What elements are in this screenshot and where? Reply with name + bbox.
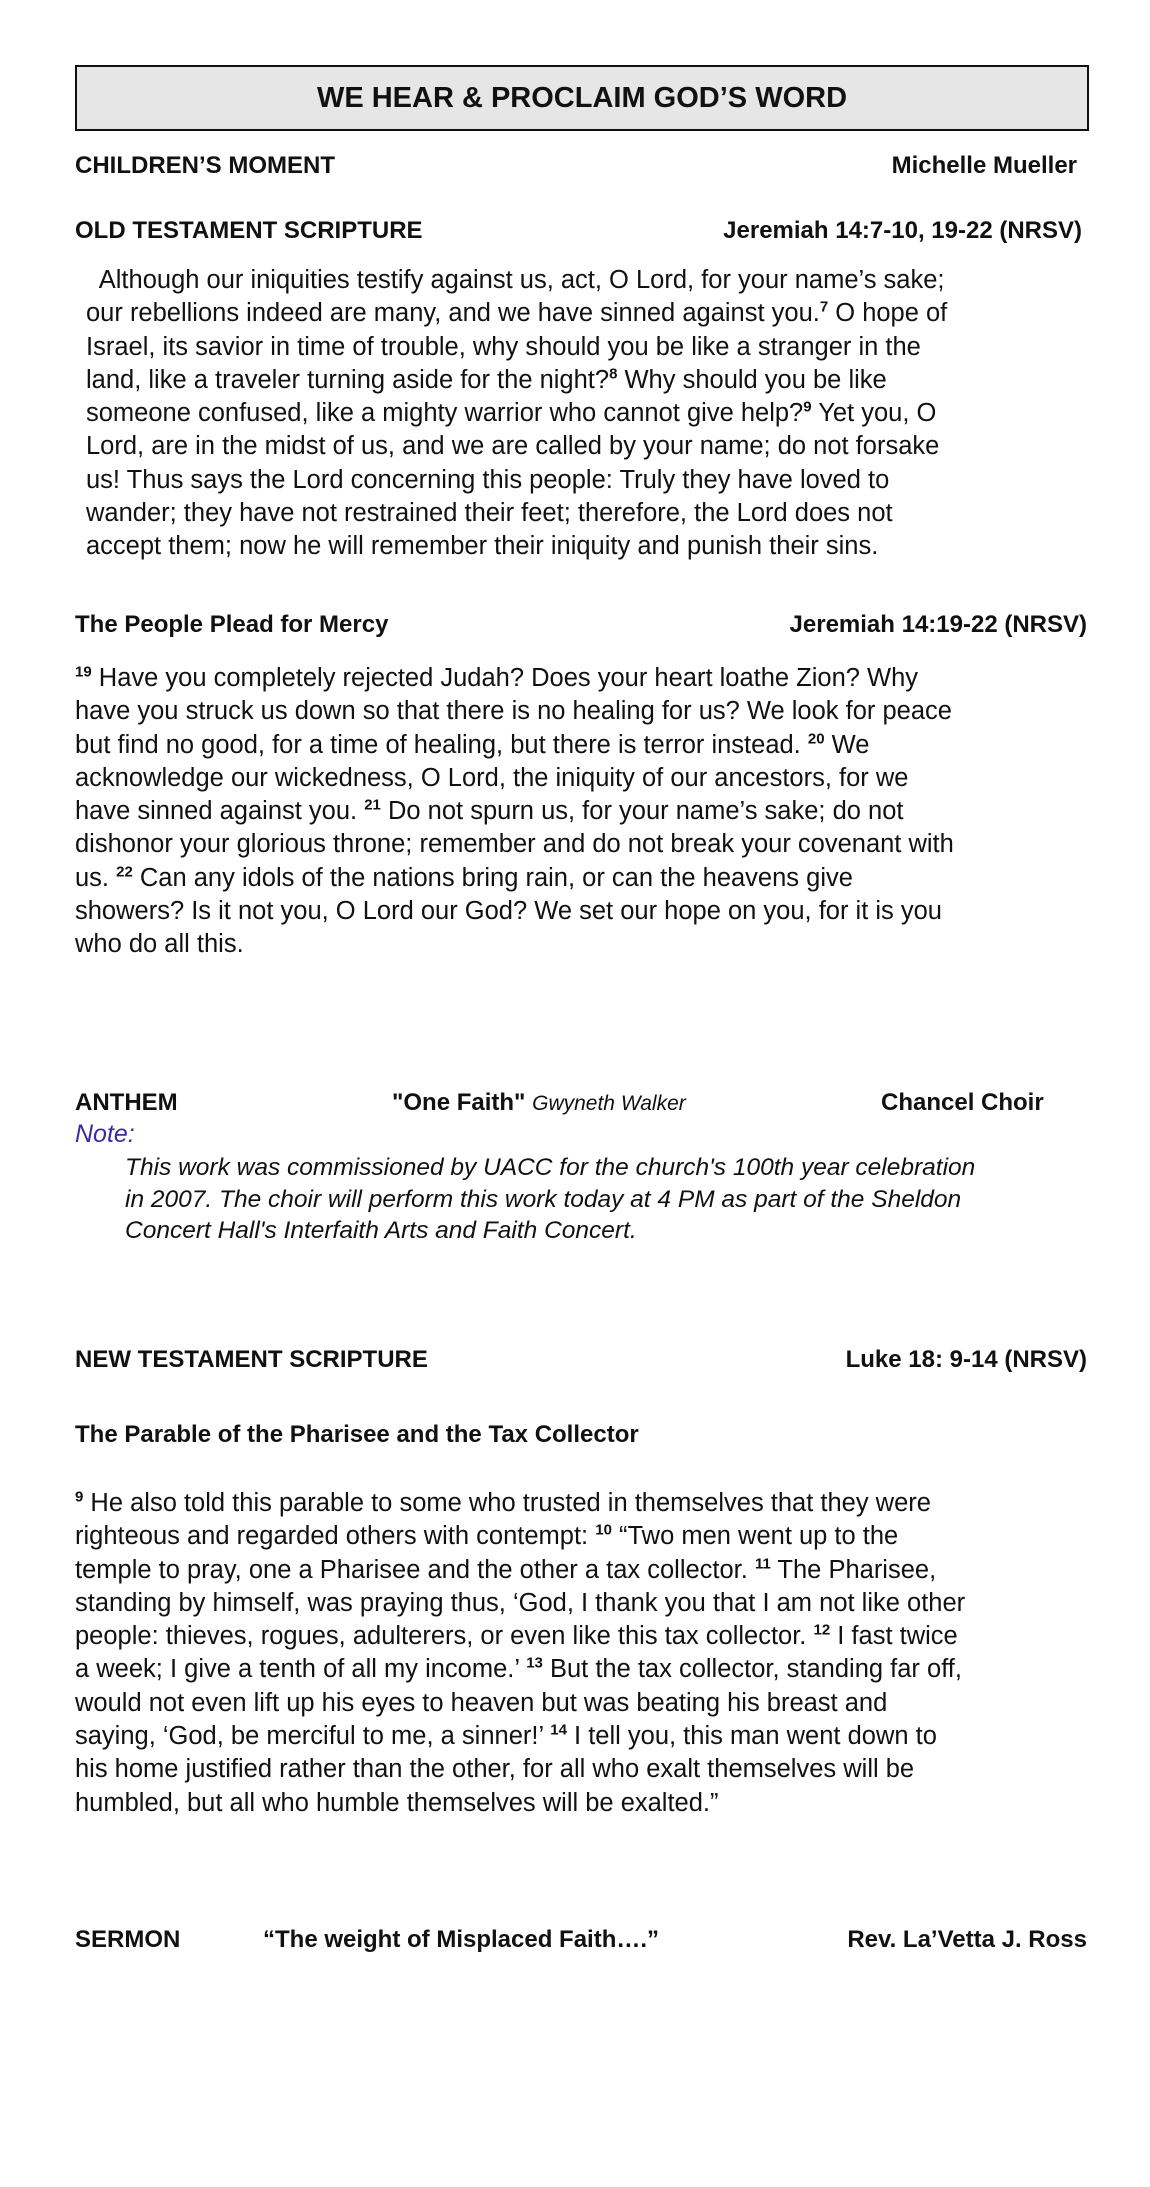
verse-number: 12 (813, 1621, 831, 1639)
verse-text: “Two men went up to the (611, 1522, 899, 1551)
sermon-preacher: Rev. La’Vetta J. Ross (847, 1926, 1087, 1953)
new-testament-reference: Luke 18: 9-14 (NRSV) (845, 1346, 1087, 1373)
verse-number: 20 (807, 730, 825, 748)
verse-text: us. (75, 863, 117, 892)
verse-number: 11 (754, 1555, 771, 1573)
verse-text: humbled, but all who humble themselves will be exalted.” (75, 1788, 719, 1817)
sermon-label: SERMON (75, 1926, 181, 1953)
text-line (75, 729, 954, 762)
verse-text: Israel, its savior in time of trouble, why should you be like a stranger in the (86, 332, 921, 361)
sermon-title: “The weight of Misplaced Faith….” (263, 1926, 660, 1953)
anthem-title-line (392, 1089, 686, 1118)
text-line (75, 1653, 965, 1686)
text-line (86, 464, 947, 497)
text-line (75, 1554, 965, 1587)
text-line (75, 1720, 965, 1753)
text-line (86, 264, 947, 297)
verse-text: accept them; now he will remember their iniquity and punish their sins. (86, 532, 879, 561)
verse-text: have sinned against you. (75, 797, 365, 826)
text-line (75, 795, 954, 828)
verse-text: We (824, 730, 870, 759)
section-header (75, 65, 1089, 131)
text-line (86, 530, 947, 563)
verse-text: have you struck us down so that there is no healing for us? We look for peace (75, 697, 952, 726)
verse-number: 21 (364, 796, 381, 814)
verse-number: 10 (595, 1521, 612, 1539)
note-label: Note: (75, 1120, 135, 1148)
text-line (75, 1520, 965, 1553)
text-line (75, 1687, 965, 1720)
verse-number: 13 (526, 1654, 543, 1672)
plead-label: The People Plead for Mercy (75, 611, 389, 638)
verse-number: 9 (803, 398, 812, 416)
verse-number: 14 (550, 1721, 567, 1739)
verse-text: saying, ‘God, be merciful to me, a sinner!’ (75, 1722, 551, 1751)
verse-text: showers? Is it not you, O Lord our God? We set our hope on you, for it is you (75, 897, 942, 926)
verse-number: 22 (116, 863, 133, 881)
verse-text: righteous and regarded others with contempt: (75, 1522, 596, 1551)
anthem-composer: Gwyneth Walker (532, 1092, 686, 1115)
verse-text: who do all this. (75, 930, 244, 959)
note-line: in 2007. The choir will perform this work today at 4 PM as part of the Sheldon (125, 1185, 962, 1213)
verse-text: standing by himself, was praying thus, ‘God, I thank you that I am not like other (75, 1588, 966, 1617)
verse-text: acknowledge our wickedness, O Lord, the iniquity of our ancestors, for we (75, 763, 909, 792)
verse-text: I fast twice (830, 1622, 958, 1651)
old-testament-label: OLD TESTAMENT SCRIPTURE (75, 217, 423, 244)
verse-text: Can any idols of the nations bring rain, or can the heavens give (132, 863, 853, 892)
new-testament-subtitle: The Parable of the Pharisee and the Tax Collector (75, 1421, 639, 1448)
verse-text: Yet you, O (811, 399, 937, 428)
text-line (75, 828, 954, 861)
verse-text: a week; I give a tenth of all my income.’ (75, 1655, 527, 1684)
plead-text (75, 662, 954, 962)
verse-text: The Pharisee, (770, 1555, 937, 1584)
text-line (86, 297, 947, 330)
verse-number: 9 (75, 1488, 84, 1506)
text-line (86, 497, 947, 530)
verse-text: us! Thus says the Lord concerning this people: Truly they have loved to (86, 465, 890, 494)
anthem-title: "One Faith" (392, 1089, 526, 1116)
text-line (75, 1487, 965, 1520)
verse-text: He also told this parable to some who trusted in themselves that they were (83, 1489, 931, 1517)
verse-text: our rebellions indeed are many, and we have sinned against you. (86, 299, 820, 328)
anthem-performer: Chancel Choir (881, 1089, 1044, 1116)
text-line (75, 928, 954, 961)
plead-reference: Jeremiah 14:19-22 (NRSV) (789, 611, 1087, 638)
childrens-moment-label: CHILDREN’S MOMENT (75, 152, 335, 179)
text-line (86, 364, 947, 397)
verse-text: but find no good, for a time of healing, but there is terror instead. (75, 730, 808, 759)
new-testament-text (75, 1487, 965, 1820)
old-testament-text (86, 264, 947, 564)
verse-text: Do not spurn us, for your name’s sake; do not (380, 797, 904, 826)
verse-text: people: thieves, rogues, adulterers, or even like this tax collector. (75, 1622, 814, 1651)
verse-text: his home justified rather than the other, for all who exalt themselves will be (75, 1755, 915, 1784)
anthem-note (125, 1152, 975, 1247)
text-line (75, 1753, 965, 1786)
verse-number: 19 (75, 663, 92, 681)
verse-text: Although our iniquities testify against us, act, O Lord, for your name’s sake; (86, 266, 945, 294)
anthem-label: ANTHEM (75, 1089, 178, 1116)
verse-text: O hope of (828, 299, 948, 328)
verse-text: Have you completely rejected Judah? Does your heart loathe Zion? Why (91, 664, 919, 692)
old-testament-reference: Jeremiah 14:7-10, 19-22 (NRSV) (723, 217, 1082, 244)
text-line (86, 331, 947, 364)
text-line (86, 397, 947, 430)
section-title: WE HEAR & PROCLAIM GOD’S WORD (316, 81, 848, 114)
text-line (86, 430, 947, 463)
verse-text: dishonor your glorious throne; remember and do not break your covenant with (75, 830, 954, 859)
text-line (75, 662, 954, 695)
verse-text: temple to pray, one a Pharisee and the other a tax collector. (75, 1555, 755, 1584)
verse-text: I tell you, this man went down to (566, 1722, 937, 1751)
verse-text: would not even lift up his eyes to heaven but was beating his breast and (75, 1688, 888, 1717)
text-line (75, 1587, 965, 1620)
text-line (75, 762, 954, 795)
text-line (75, 895, 954, 928)
text-line (75, 1787, 965, 1820)
note-line: This work was commissioned by UACC for the church's 100th year celebration (125, 1154, 976, 1181)
verse-number: 7 (819, 298, 829, 316)
text-line (75, 695, 954, 728)
new-testament-label: NEW TESTAMENT SCRIPTURE (75, 1346, 428, 1373)
text-line (75, 1620, 965, 1653)
note-line: Concert Hall's Interfaith Arts and Faith Concert. (125, 1217, 637, 1244)
verse-text: Lord, are in the midst of us, and we are called by your name; do not forsake (86, 432, 940, 461)
verse-text: wander; they have not restrained their feet; therefore, the Lord does not (86, 499, 893, 528)
text-line (75, 862, 954, 895)
verse-text: Why should you be like (617, 365, 887, 394)
verse-number: 8 (609, 365, 618, 383)
verse-text: land, like a traveler turning aside for the night? (86, 365, 610, 394)
verse-text: someone confused, like a mighty warrior who cannot give help? (86, 399, 804, 428)
verse-text: But the tax collector, standing far off, (542, 1655, 962, 1684)
childrens-moment-leader: Michelle Mueller (891, 152, 1077, 179)
